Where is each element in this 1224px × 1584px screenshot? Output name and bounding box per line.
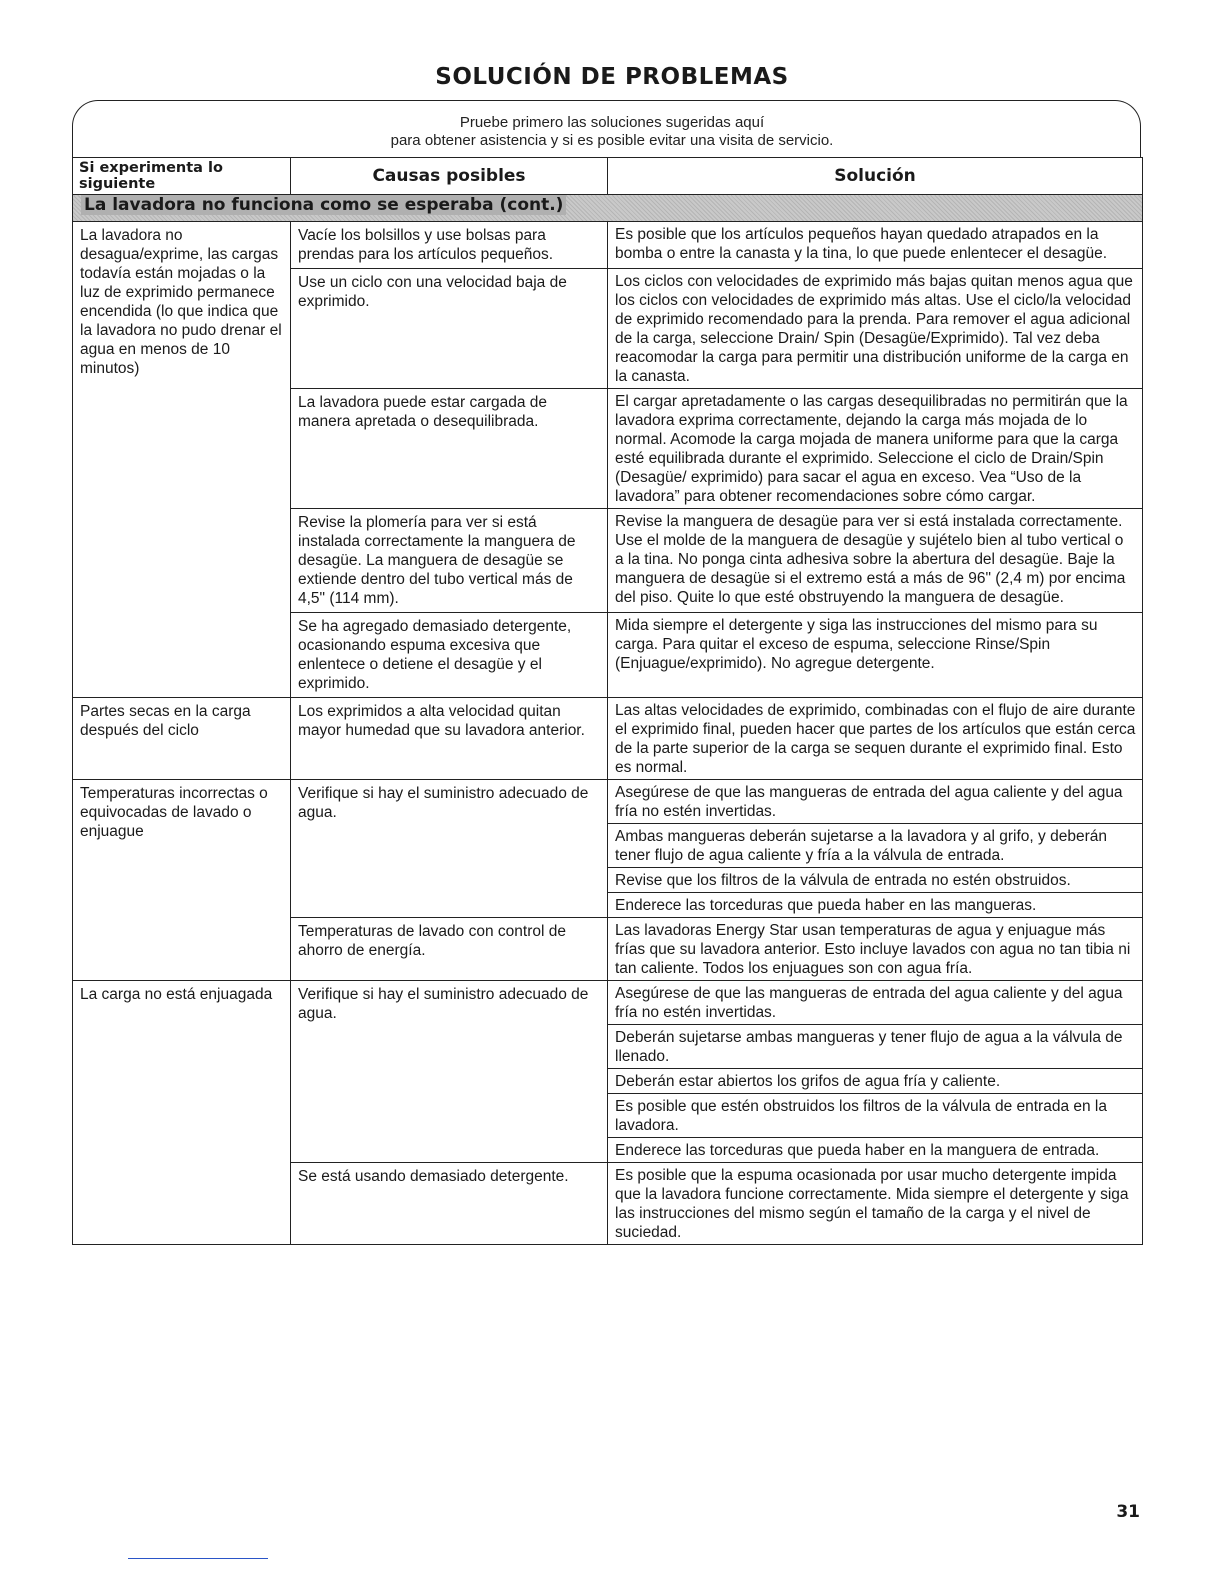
- solution-item: Deberán sujetarse ambas mangueras y tener flujo de agua a la válvula de llenado.: [608, 1025, 1142, 1069]
- header-symptom: Si experimenta lo siguiente: [73, 158, 291, 195]
- cause-cell: Temperaturas de lavado con control de ahorro de energía.: [291, 918, 608, 981]
- header-causes: Causas posibles: [291, 158, 608, 195]
- intro-line-1: Pruebe primero las soluciones sugeridas aquí: [459, 114, 765, 131]
- symptom-cell: La lavadora no desagua/exprime, las cargas todavía están mojadas o la luz de exprimido permanece encendida (lo que indica que la lavadora no pudo drenar el agua en menos de 10 minutos): [73, 222, 291, 698]
- cause-cell: La lavadora puede estar cargada de manera apretada o desequilibrada.: [291, 389, 608, 509]
- symptom-cell: La carga no está enjuagada: [73, 981, 291, 1245]
- section-header: [73, 195, 1143, 222]
- solution-item: Las lavadoras Energy Star usan temperaturas de agua y enjuague más frías que su lavadora anterior. Esto incluye lavados con agua no tan tibia ni tan caliente. Todos los enjuagues son con agua fría.: [615, 922, 1131, 977]
- cause-cell: Vacíe los bolsillos y use bolsas para prendas para los artículos pequeños.: [291, 222, 608, 269]
- symptom-cell: Temperaturas incorrectas o equivocadas de lavado o enjuague: [73, 780, 291, 981]
- cause-cell: Los exprimidos a alta velocidad quitan mayor humedad que su lavadora anterior.: [291, 698, 608, 780]
- solution-item: Mida siempre el detergente y siga las instrucciones del mismo para su carga. Para quitar el exceso de espuma, seleccione Rinse/Spin (Enjuague/exprimido). No agregue detergente.: [615, 617, 1098, 672]
- solution-cell: [608, 389, 1143, 509]
- solution-item: Enderece las torceduras que pueda haber en las mangueras.: [615, 897, 1037, 914]
- table-row: [73, 780, 1143, 918]
- solution-cell: [608, 981, 1143, 1163]
- troubleshooting-table: [72, 157, 1143, 1245]
- table-row: [73, 981, 1143, 1163]
- solution-cell: [608, 698, 1143, 780]
- solution-cell: [608, 222, 1143, 269]
- solution-item: Enderece las torceduras que pueda haber en la manguera de entrada.: [615, 1142, 1100, 1159]
- cause-cell: Use un ciclo con una velocidad baja de exprimido.: [291, 269, 608, 389]
- page-number: 31: [1116, 1502, 1140, 1522]
- solution-cell: [608, 269, 1143, 389]
- footer-rule: [128, 1558, 268, 1559]
- solution-cell: [608, 1163, 1143, 1245]
- table-row: [73, 222, 1143, 269]
- page-title: SOLUCIÓN DE PROBLEMAS: [435, 64, 789, 90]
- table-row: [73, 698, 1143, 780]
- header-solution: Solución: [608, 158, 1143, 195]
- solution-cell: [608, 918, 1143, 981]
- solution-item: Asegúrese de que las mangueras de entrada del agua caliente y del agua fría no estén invertidas.: [608, 981, 1142, 1025]
- cause-cell: Verifique si hay el suministro adecuado de agua.: [291, 780, 608, 918]
- section-header-row: [73, 195, 1143, 222]
- solution-item: Deberán estar abiertos los grifos de agua fría y caliente.: [608, 1069, 1142, 1094]
- solution-item: Es posible que la espuma ocasionada por usar mucho detergente impida que la lavadora funcione correctamente. Mida siempre el detergente y siga las instrucciones del mismo según el tamaño de la carga y el nivel de suciedad.: [615, 1167, 1129, 1241]
- section-title: La lavadora no funciona como se esperaba (cont.): [81, 195, 566, 215]
- cause-cell: Se está usando demasiado detergente.: [291, 1163, 608, 1245]
- solution-item: Asegúrese de que las mangueras de entrada del agua caliente y del agua fría no estén invertidas.: [608, 780, 1142, 824]
- solution-cell: [608, 613, 1143, 698]
- cause-cell: Se ha agregado demasiado detergente, ocasionando espuma excesiva que enlentece o detiene el desagüe y el exprimido.: [291, 613, 608, 698]
- solution-item: Revise la manguera de desagüe para ver si está instalada correctamente. Use el molde de la manguera de desagüe y sujételo bien al tubo vertical o a la tina. No ponga cinta adhesiva sobre la abertura del desagüe. Baje la manguera de desagüe si el extremo está a más de 96" (2,4 m) por encima del piso. Quite lo que esté obstruyendo la manguera de desagüe.: [615, 513, 1126, 606]
- solution-item: Es posible que estén obstruidos los filtros de la válvula de entrada en la lavadora.: [608, 1094, 1142, 1138]
- cause-cell: Revise la plomería para ver si está instalada correctamente la manguera de desagüe. La manguera de desagüe se extiende dentro del tubo vertical más de 4,5" (114 mm).: [291, 509, 608, 613]
- solution-item: El cargar apretadamente o las cargas desequilibradas no permitirán que la lavadora exprima correctamente, dejando la carga más mojada de lo normal. Acomode la carga mojada de manera uniforme para que la carga esté equilibrada durante el exprimido. Seleccione el ciclo de Drain/Spin (Desagüe/ exprimido) para sacar el agua en exceso. Vea “Uso de la lavadora” para obtener recomendaciones sobre cómo cargar.: [615, 393, 1128, 505]
- solution-item: Ambas mangueras deberán sujetarse a la lavadora y al grifo, y deberán tener flujo de agua caliente y fría a la válvula de entrada.: [608, 824, 1142, 868]
- solution-item: Es posible que los artículos pequeños hayan quedado atrapados en la bomba o entre la canasta y la tina, lo que puede enlentecer el desagüe.: [615, 226, 1108, 262]
- symptom-cell: Partes secas en la carga después del ciclo: [73, 698, 291, 780]
- intro-text: [0, 114, 1224, 150]
- intro-line-2: para obtener asistencia y si es posible evitar una visita de servicio.: [390, 132, 834, 149]
- header-row: [73, 158, 1143, 195]
- solution-cell: [608, 509, 1143, 613]
- solution-item: Las altas velocidades de exprimido, combinadas con el flujo de aire durante el exprimido final, pueden hacer que partes de los artículos que están cerca de la parte superior de la carga se sequen durante el exprimido final. Esto es normal.: [615, 702, 1136, 776]
- solution-cell: [608, 780, 1143, 918]
- cause-cell: Verifique si hay el suministro adecuado de agua.: [291, 981, 608, 1163]
- solution-item: Revise que los filtros de la válvula de entrada no estén obstruidos.: [608, 868, 1142, 893]
- solution-item: Los ciclos con velocidades de exprimido más bajas quitan menos agua que los ciclos con velocidades de exprimido más altas. Use el ciclo/la velocidad de exprimido recomendado para la prenda. Para remover el agua adicional de la carga, seleccione Drain/ Spin (Desagüe/Exprimido). Tal vez deba reacomodar la carga para permitir una distribución uniforme de la carga en la canasta.: [615, 273, 1133, 385]
